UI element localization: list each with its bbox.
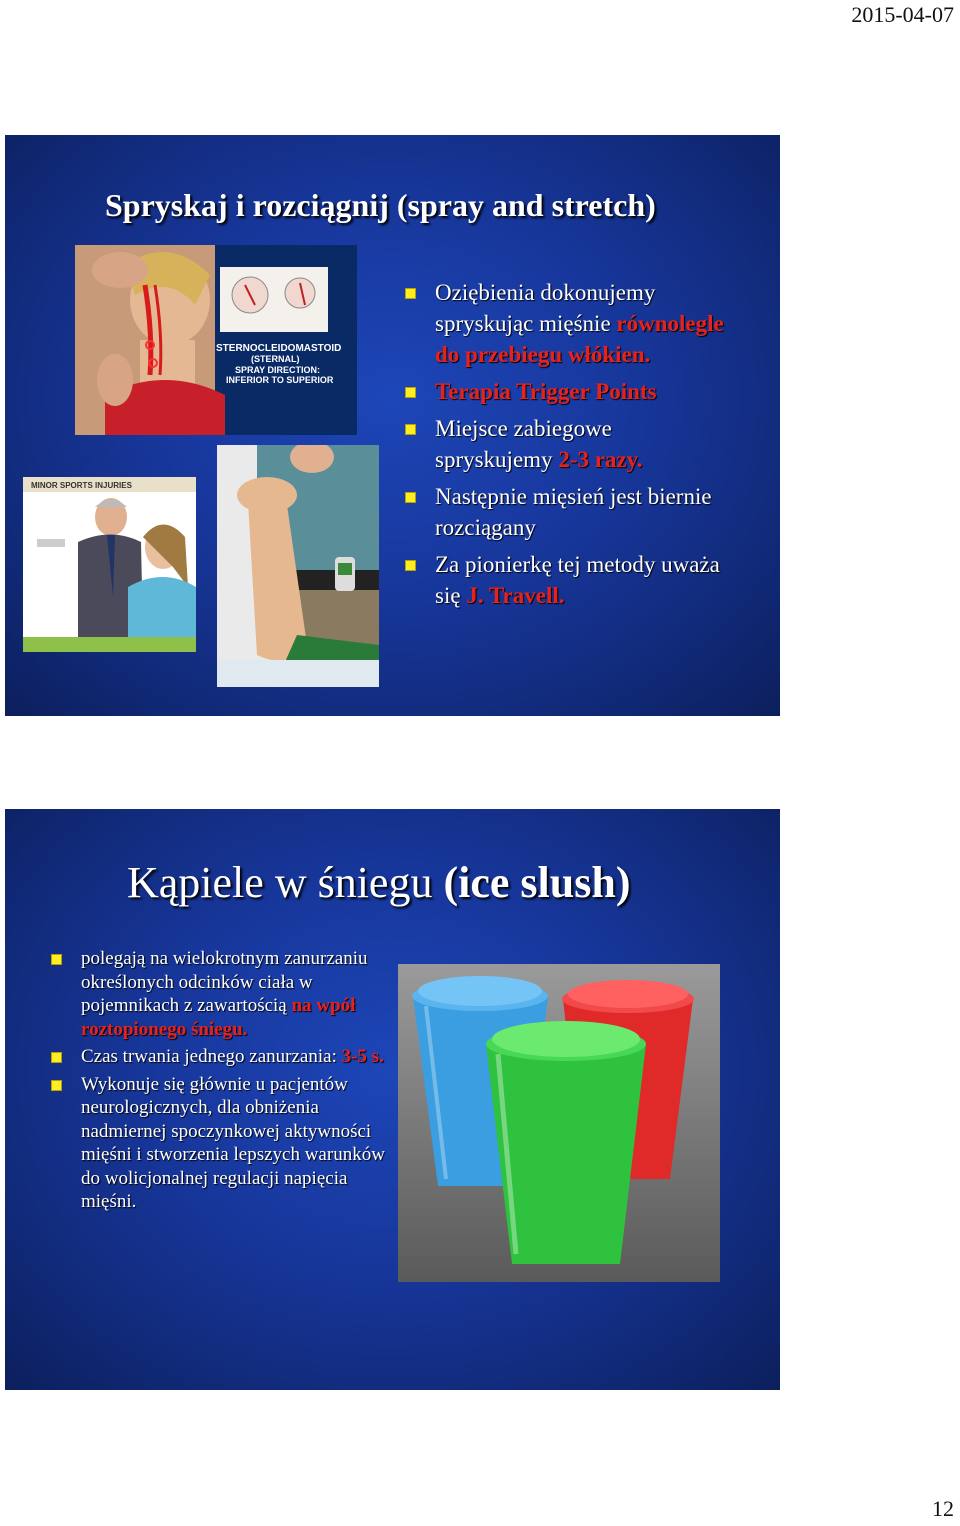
slide-title: Spryskaj i rozciągnij (spray and stretch) [105,187,656,223]
bullet-spray-times: Miejsce zabiegowe spryskujemy 2-3 razy. [405,413,735,475]
figure-label-inferior: INFERIOR TO SUPERIOR [226,375,334,385]
bullet-cooling: Oziębienia dokonujemy spryskując mięśnie równolegle do przebiegu włókien. [405,277,735,370]
figure-label-spray-direction: SPRAY DIRECTION: [235,365,321,375]
bullet-trigger-points: Terapia Trigger Points [405,376,735,407]
bullet-square-icon [405,492,416,503]
page-number: 12 [932,1496,954,1521]
ice-slush-cups-photo [398,964,720,1282]
slide-ice-slush [5,809,780,1390]
slide2-bullet-list [51,947,396,1218]
figure-label-muscle: STERNOCLEIDOMASTOID [216,343,342,354]
bullet-square-icon [405,424,416,435]
bullet-square-icon [51,1080,62,1091]
bullet-indication: Wykonuje się głównie u pacjentów neurologicznych, dla obniżenia nadmiernej spoczynkowej aktywności mięśni i stworzenia lepszych warunków do wolicjonalnej regulacji napięcia mięśni. [51,1073,396,1214]
bullet-square-icon [405,560,416,571]
bullet-square-icon [405,387,416,398]
figure-label-sternal: (STERNAL) [251,354,300,364]
bullet-description: polegają na wielokrotnym zanurzaniu określonych odcinków ciała w pojemnikach z zawartością na wpół roztopionego śniegu. [51,947,396,1041]
leg-stretch-photo [217,445,379,687]
sports-injuries-photo [23,477,196,652]
bullet-duration: Czas trwania jednego zanurzania: 3-5 s. [51,1045,396,1069]
bullet-square-icon [51,954,62,965]
bullet-passive-stretch: Następnie mięsień jest biernie rozciągany [405,481,735,543]
neck-spray-photo [75,245,357,435]
print-date: 2015-04-07 [851,2,954,27]
bullet-square-icon [405,288,416,299]
figure-label-sports: MINOR SPORTS INJURIES [31,481,132,490]
slide1-bullet-list [405,277,735,617]
bullet-pioneer: Za pionierkę tej metody uważa się J. Travell. [405,549,735,611]
slide-spray-and-stretch [5,135,780,716]
bullet-square-icon [51,1052,62,1063]
slide-title: Kąpiele w śniegu (ice slush) [127,858,631,907]
